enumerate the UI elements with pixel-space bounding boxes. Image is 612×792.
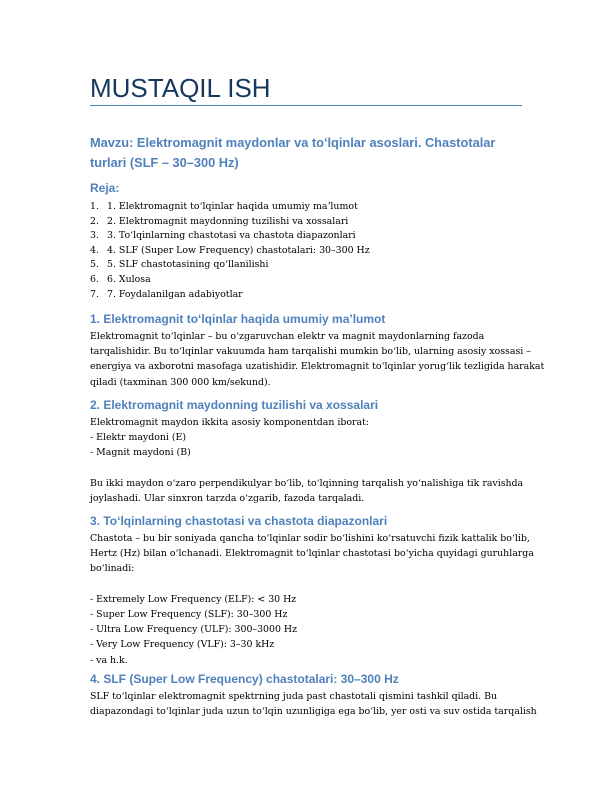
- plan-item-text: 2. Elektromagnit maydonning tuzilishi va xossalari: [107, 215, 349, 227]
- section-body: [90, 531, 534, 668]
- plan-item-number: 7.: [90, 288, 99, 300]
- body-line: Elektromagnit toʻlqinlar – bu oʻzgaruvchan elektr va magnit maydonlarning fazoda: [90, 331, 485, 342]
- body-line: Chastota – bu bir soniyada qancha toʻlqinlar sodir boʻlishini koʻrsatuvchi fizik kattalik boʻlib,: [90, 533, 530, 544]
- section-body: [90, 415, 522, 506]
- topic-subtitle: Mavzu: Elektromagnit maydonlar va toʻlqinlar asoslari. Chastotalar turlari (SLF – 30–300 Hz): [90, 135, 496, 170]
- body-line: SLF toʻlqinlar elektromagnit spektrning juda past chastotali qismini tashkil qiladi. Bu: [90, 691, 498, 702]
- section-heading: 1. Elektromagnit toʻlqinlar haqida umumiy maʼlumot: [90, 312, 386, 326]
- plan-item: [90, 200, 370, 215]
- plan-list: [90, 200, 370, 302]
- section-heading: 3. Toʻlqinlarning chastotasi va chastota diapazonlari: [90, 514, 388, 528]
- body-line: - Super Low Frequency (SLF): 30–300 Hz: [90, 609, 288, 620]
- plan-item-number: 2.: [90, 215, 99, 227]
- body-line: joylashadi. Ular sinxron tarzda oʻzgarib, fazoda tarqaladi.: [90, 493, 365, 504]
- plan-item: [90, 273, 370, 288]
- plan-item: [90, 288, 370, 303]
- plan-item-text: 7. Foydalanilgan adabiyotlar: [107, 288, 243, 300]
- body-line: qiladi (taxminan 300 000 km/sekund).: [90, 376, 271, 388]
- body-line: - Ultra Low Frequency (ULF): 300–3000 Hz: [90, 624, 298, 636]
- section-body: [90, 329, 545, 390]
- section-heading: 2. Elektromagnit maydonning tuzilishi va xossalari: [90, 398, 379, 412]
- plan-item-number: 5.: [90, 259, 99, 271]
- blank-line: [90, 577, 522, 592]
- section-heading: 4. SLF (Super Low Frequency) chastotalari: 30–300 Hz: [90, 672, 399, 686]
- plan-item-text: 5. SLF chastotasining qoʻllanilishi: [107, 259, 269, 271]
- body-line: Elektromagnit maydon ikkita asosiy komponentdan iborat:: [90, 417, 369, 428]
- body-line: energiya va axborotni masofaga uzatishidir. Elektromagnit toʻlqinlar yorugʻlik tezligida harakat: [90, 361, 545, 373]
- plan-item-number: 6.: [90, 273, 99, 285]
- body-line: - Extremely Low Frequency (ELF): < 30 Hz: [90, 593, 297, 605]
- plan-heading: Reja:: [90, 181, 120, 195]
- plan-item-text: 3. Toʻlqinlarning chastotasi va chastota diapazonlari: [107, 230, 356, 242]
- body-line: - Very Low Frequency (VLF): 3–30 kHz: [90, 639, 275, 651]
- document-title: MUSTAQIL ISH: [90, 73, 271, 103]
- plan-item: [90, 215, 370, 230]
- title-underline: [90, 105, 522, 106]
- plan-item-text: 6. Xulosa: [107, 273, 151, 285]
- body-line: diapazondagi toʻlqinlar juda uzun toʻlqin uzunligiga ega boʻlib, yer osti va suv ostida tarqalish: [90, 706, 537, 718]
- body-line: - Magnit maydoni (B): [90, 447, 191, 459]
- plan-item: [90, 229, 370, 244]
- body-line: boʻlinadi:: [90, 563, 135, 575]
- body-line: Hertz (Hz) bilan oʻlchanadi. Elektromagnit toʻlqinlar chastotasi boʻyicha quyidagi guruhlarga: [90, 548, 534, 560]
- plan-item-text: 4. SLF (Super Low Frequency) chastotalari: 30–300 Hz: [107, 244, 370, 256]
- section-body: [90, 689, 537, 719]
- body-line: - va h.k.: [90, 654, 128, 666]
- body-line: - Elektr maydoni (E): [90, 432, 187, 444]
- plan-item-number: 3.: [90, 230, 99, 242]
- blank-line: [90, 461, 522, 476]
- plan-item: [90, 244, 370, 259]
- plan-item: [90, 258, 370, 273]
- body-line: tarqalishidir. Bu toʻlqinlar vakuumda ham tarqalishi mumkin boʻlib, ularning asosiy xossasi –: [90, 346, 531, 358]
- plan-item-text: 1. Elektromagnit toʻlqinlar haqida umumiy maʼlumot: [107, 201, 358, 212]
- plan-item-number: 4.: [90, 244, 99, 256]
- body-line: Bu ikki maydon oʻzaro perpendikulyar boʻlib, toʻlqinning tarqalish yoʻnalishiga tik ravishda: [90, 477, 524, 489]
- plan-item-number: 1.: [90, 201, 99, 212]
